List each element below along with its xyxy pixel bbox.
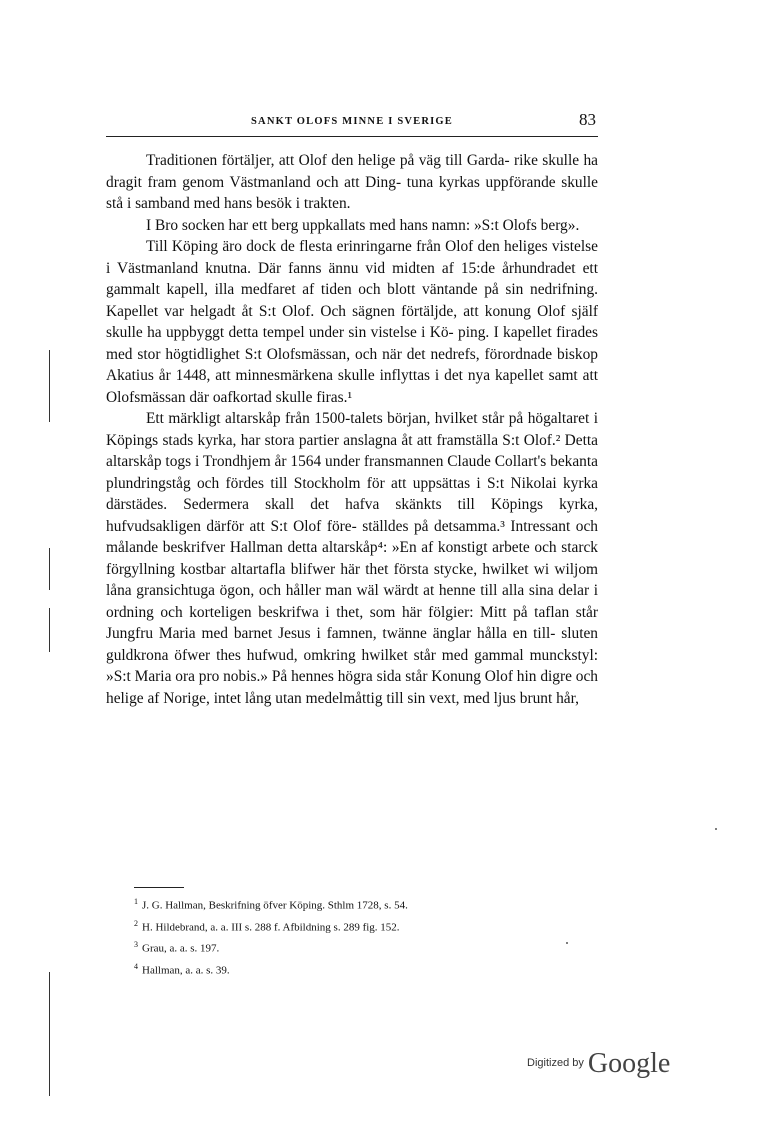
text-line: beskrifwa i thet, som här fölgier: Mitt på taflan står Jungfru bbox=[106, 603, 598, 642]
paragraph bbox=[106, 215, 598, 237]
page-number: 83 bbox=[579, 110, 596, 129]
text-line: sluten guldkrona öfwer thes hufwud, omkring hwilket står med bbox=[106, 625, 598, 664]
text-line: tuna kyrkas uppförande skulle stå i samband med hans besök bbox=[106, 173, 598, 212]
running-title: SANKT OLOFS MINNE I SVERIGE bbox=[251, 116, 453, 127]
text-line: wärdt at henne till alla sina delar i ordning och korteligen bbox=[106, 582, 598, 621]
text-line: intet lång utan medelmåttig till sin vext, med ljus brunt hår, bbox=[213, 689, 579, 707]
scan-speck bbox=[566, 942, 568, 944]
footnote-text: H. Hildebrand, a. a. III s. 288 f. Afbildning s. 289 fig. 152. bbox=[142, 921, 400, 934]
text-line: heliges vistelse i Västmanland knutna. Där fanns ännu vid bbox=[106, 238, 598, 277]
footnote-rule bbox=[134, 887, 184, 888]
text-line: högra sida står Konung Olof hin digre och helige af Norige, bbox=[106, 668, 599, 707]
paragraph bbox=[106, 236, 598, 408]
text-line: midten af 15:de århundradet ett gammalt kapell, illa medfaret bbox=[106, 259, 598, 298]
text-line: rike skulle ha dragit fram genom Västmanland och att Ding- bbox=[106, 152, 598, 191]
footnote bbox=[134, 915, 594, 937]
text-line: anslagna åt att framställa S:t Olof.² Detta altarskåp togs i bbox=[106, 431, 598, 470]
digitized-by-watermark bbox=[527, 1048, 670, 1088]
footnote-mark: 3 bbox=[134, 940, 138, 950]
text-line: plundringståg och fördes till Stockholm för att uppsättas i S:t bbox=[106, 474, 505, 492]
footnote bbox=[134, 958, 594, 980]
text-line: helgadt åt S:t Olof. Och sägnen förtäljde, att konung Olof bbox=[190, 302, 566, 320]
margin-scan-mark bbox=[49, 972, 50, 1096]
margin-scan-mark bbox=[49, 350, 50, 422]
footnote bbox=[134, 936, 594, 958]
digitized-by-label: Digitized by bbox=[527, 1057, 584, 1069]
text-line: till Köpings kyrka, hufvudsakligen därför att S:t Olof före- bbox=[106, 496, 598, 535]
margin-scan-mark bbox=[49, 548, 50, 590]
footnote-mark: 4 bbox=[134, 961, 138, 971]
running-header bbox=[106, 110, 598, 137]
paragraph bbox=[106, 150, 598, 215]
margin-scan-mark bbox=[49, 608, 50, 652]
text-line: själf skulle ha uppbyggt detta tempel under sin vistelse i Kö- bbox=[106, 302, 598, 341]
footnotes bbox=[134, 893, 594, 980]
text-line: ping. I kapellet firades med stor högtidlighet S:t Olofsmässan, bbox=[106, 324, 598, 363]
footnote-text: J. G. Hallman, Beskrifning öfver Köping. Sthlm 1728, s. 54. bbox=[142, 899, 408, 912]
footnote-text: Hallman, a. a. s. 39. bbox=[142, 964, 230, 977]
text-line: Ett märkligt altarskåp från 1500-talets början, hvilket bbox=[146, 410, 478, 427]
text-line: Olofsmässan där oafkortad skulle firas.¹ bbox=[106, 388, 353, 406]
text-line: gammal munckstyl: »S:t Maria ora pro nobis.» På hennes bbox=[106, 646, 598, 685]
text-line: Trondhjem år 1564 under fransmannen Claude Collart's bekanta bbox=[202, 453, 598, 470]
footnote-mark: 2 bbox=[134, 918, 138, 928]
text-line: Till Köping äro dock de flesta erinringarne från Olof den bbox=[146, 238, 500, 255]
text-line: minnesmärkena skulle inflyttas i det nya kapellet samt att bbox=[235, 367, 598, 384]
google-logo: Google bbox=[587, 1048, 671, 1079]
text-line: förgyllning kostbar altartafla blifwer här thet första stycke, bbox=[106, 560, 478, 578]
scan-speck bbox=[715, 828, 717, 830]
text-line: hwilket wi wiljom låna gransichtuga ögon, och håller man wäl bbox=[106, 560, 598, 599]
text-line: står på högaltaret i Köpings stads kyrka, har stora partier bbox=[106, 410, 598, 449]
text-line: i trakten. bbox=[295, 195, 351, 212]
text-line: Traditionen förtäljer, att Olof den helige på väg till Garda- bbox=[146, 152, 510, 169]
text-line: ställdes på detsamma.³ Intressant och målande beskrifver bbox=[106, 517, 598, 556]
text-line: af tiden och blott väntande på sin nedrifning. Kapellet var bbox=[106, 281, 598, 320]
text-line: Maria med barnet Jesus i famnen, twänne änglar hålla en till- bbox=[158, 625, 556, 642]
text-line: »S:t Olofs berg». bbox=[473, 216, 580, 234]
text-line: Hallman detta altarskåp⁴: »En af konstigt arbete och starck bbox=[229, 539, 598, 556]
text-line: I Bro socken har ett berg uppkallats med hans namn: bbox=[146, 216, 471, 234]
text-line: Nikolai kyrka därstädes. Sedermera skall det hafva skänkts bbox=[106, 474, 598, 513]
text-line: och när det nedrefs, förordnade biskop Akatius år 1448, att bbox=[106, 345, 598, 384]
footnote-mark: 1 bbox=[134, 897, 138, 906]
footnote-text: Grau, a. a. s. 197. bbox=[142, 942, 220, 955]
paragraph bbox=[106, 408, 598, 709]
body-text bbox=[106, 150, 598, 709]
footnote bbox=[134, 893, 594, 915]
